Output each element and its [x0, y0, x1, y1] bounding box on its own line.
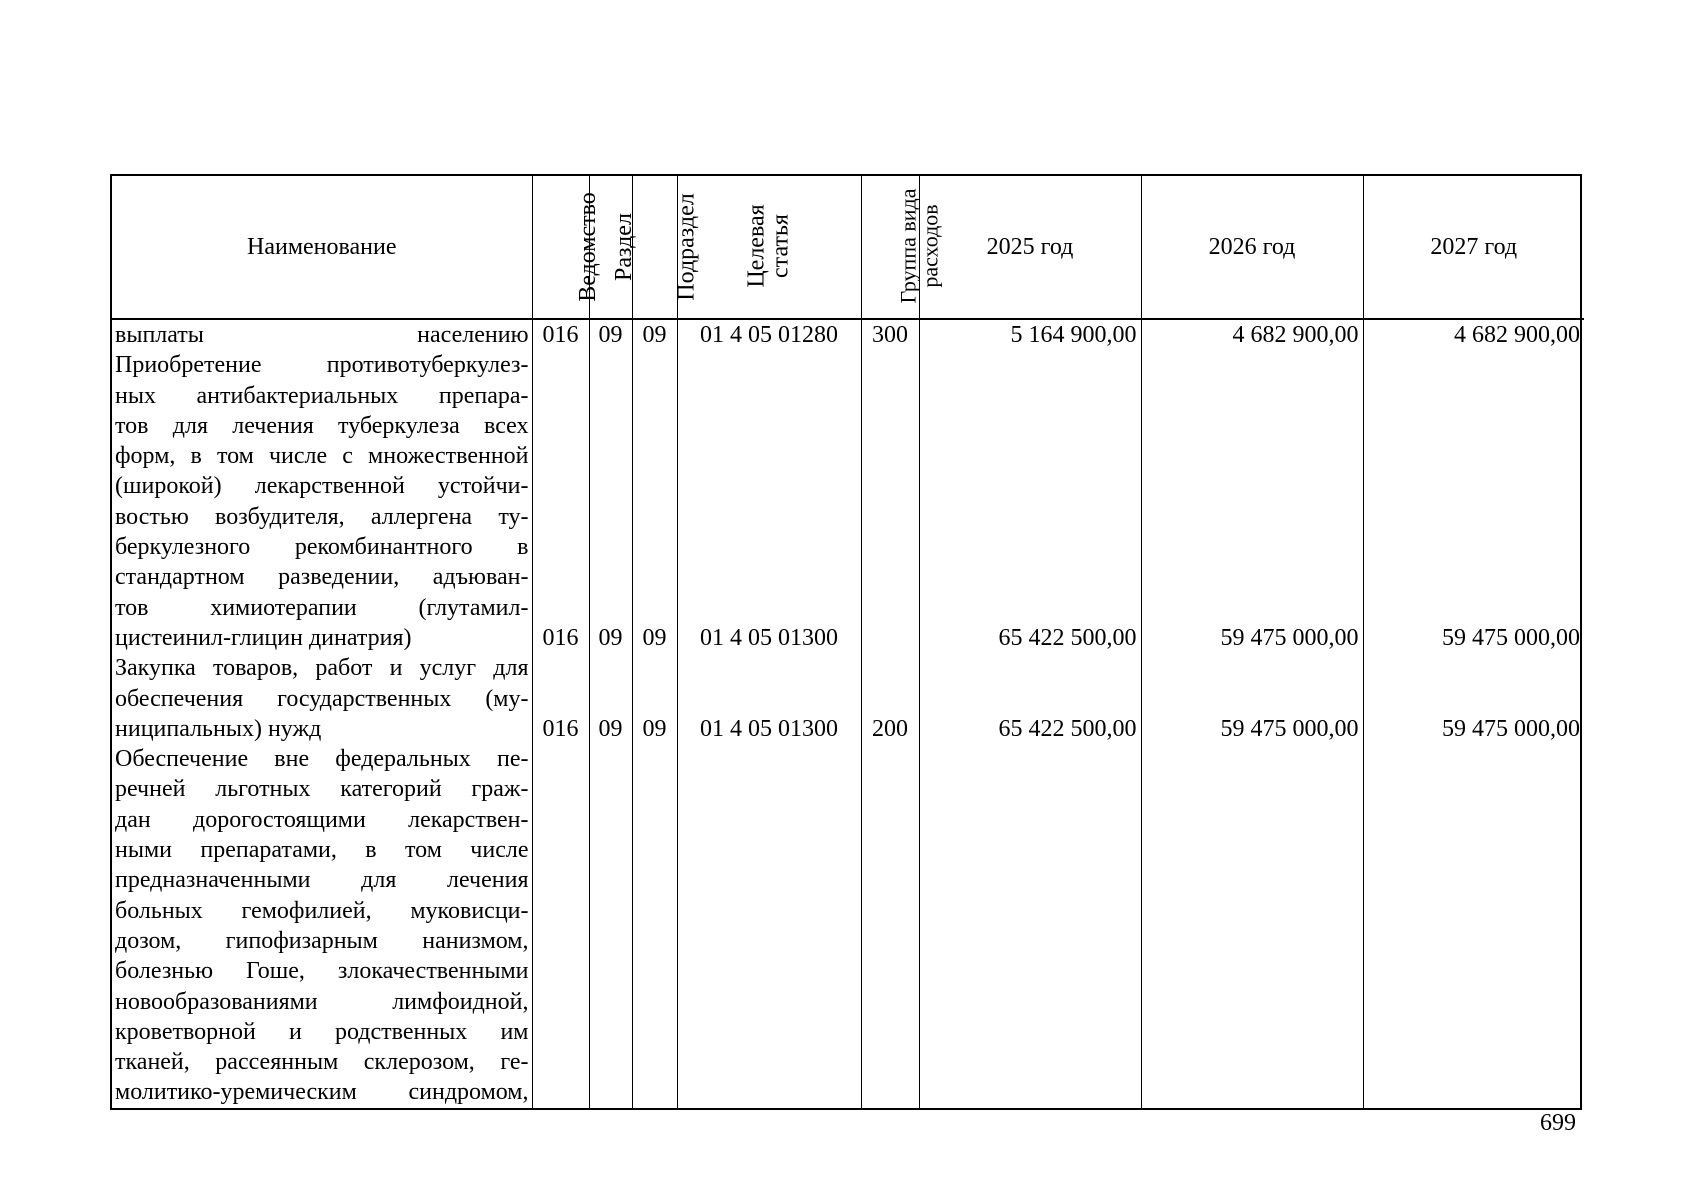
amount-2026-cell: [1141, 865, 1363, 895]
amount-2027-cell: [1363, 865, 1584, 895]
department-cell: 016: [532, 714, 589, 744]
expense-group-cell: [861, 381, 919, 411]
section-cell: [589, 1017, 632, 1047]
section-cell: [589, 441, 632, 471]
name-cell: больных гемофилией, муковисци-: [115, 897, 529, 924]
amount-2026-cell: [1141, 441, 1363, 471]
name-cell: ниципальных) нужд: [115, 715, 322, 742]
expense-group-cell: [861, 562, 919, 592]
amount-2025-cell: [919, 1017, 1141, 1047]
name-cell: тов химиотерапии (глутамил-: [115, 594, 529, 621]
department-cell: [532, 593, 589, 623]
target-item-cell: [677, 350, 861, 380]
amount-2026-cell: [1141, 411, 1363, 441]
subsection-cell: [632, 1077, 677, 1107]
section-cell: [589, 532, 632, 562]
table-row: [112, 865, 1584, 895]
header-expense-group: Группа вида расходов: [861, 176, 919, 319]
subsection-cell: [632, 381, 677, 411]
subsection-cell: [632, 1047, 677, 1077]
amount-2025-cell: [919, 502, 1141, 532]
amount-2026-cell: [1141, 381, 1363, 411]
department-cell: [532, 350, 589, 380]
department-cell: [532, 1017, 589, 1047]
amount-2026-cell: [1141, 896, 1363, 926]
subsection-cell: [632, 896, 677, 926]
header-subsection: Подраздел: [632, 176, 677, 319]
amount-2027-cell: [1363, 653, 1584, 683]
section-cell: [589, 593, 632, 623]
amount-2027-cell: 59 475 000,00: [1363, 714, 1584, 744]
name-cell: Обеспечение вне федеральных пе-: [115, 746, 529, 773]
target-item-cell: [677, 1017, 861, 1047]
amount-2026-cell: [1141, 956, 1363, 986]
expense-group-cell: [861, 502, 919, 532]
expense-group-cell: [861, 532, 919, 562]
header-row: [112, 176, 1584, 319]
amount-2026-cell: [1141, 1017, 1363, 1047]
table-row: [112, 835, 1584, 865]
amount-2027-cell: [1363, 835, 1584, 865]
header-year-2027: 2027 год: [1363, 176, 1584, 319]
name-cell: кроветворной и родственных им: [115, 1018, 529, 1045]
amount-2027-cell: [1363, 471, 1584, 501]
target-item-cell: [677, 502, 861, 532]
name-cell: ных антибактериальных препара-: [115, 382, 529, 409]
header-target-item: Целевая статья: [677, 176, 861, 319]
expense-group-cell: [861, 956, 919, 986]
department-cell: [532, 381, 589, 411]
amount-2025-cell: [919, 684, 1141, 714]
table-row: [112, 926, 1584, 956]
amount-2025-cell: [919, 956, 1141, 986]
table-row: [112, 319, 1584, 350]
amount-2026-cell: [1141, 502, 1363, 532]
expense-group-cell: [861, 623, 919, 653]
department-cell: [532, 653, 589, 683]
table-row: [112, 1047, 1584, 1077]
amount-2027-cell: [1363, 774, 1584, 804]
amount-2027-cell: [1363, 1077, 1584, 1107]
target-item-cell: [677, 684, 861, 714]
department-cell: 016: [532, 319, 589, 350]
amount-2026-cell: [1141, 835, 1363, 865]
expense-group-cell: 200: [861, 714, 919, 744]
expense-group-cell: [861, 1077, 919, 1107]
amount-2027-cell: [1363, 1047, 1584, 1077]
amount-2027-cell: [1363, 987, 1584, 1017]
name-cell: Приобретение противотуберкулез-: [115, 352, 529, 379]
expense-group-cell: [861, 987, 919, 1017]
name-cell: тканей, рассеянным склерозом, ге-: [115, 1049, 529, 1076]
amount-2025-cell: 65 422 500,00: [919, 714, 1141, 744]
subsection-cell: 09: [632, 714, 677, 744]
name-cell: новообразованиями лимфоидной,: [115, 988, 529, 1015]
amount-2026-cell: [1141, 684, 1363, 714]
subsection-cell: [632, 744, 677, 774]
department-cell: [532, 411, 589, 441]
department-cell: [532, 805, 589, 835]
department-cell: [532, 956, 589, 986]
table-row: [112, 684, 1584, 714]
expense-group-cell: [861, 774, 919, 804]
section-cell: 09: [589, 623, 632, 653]
target-item-cell: [677, 532, 861, 562]
target-item-cell: [677, 896, 861, 926]
amount-2026-cell: [1141, 350, 1363, 380]
amount-2025-cell: [919, 411, 1141, 441]
table-row: [112, 350, 1584, 380]
amount-2026-cell: [1141, 1077, 1363, 1107]
department-cell: [532, 987, 589, 1017]
section-cell: [589, 562, 632, 592]
expense-group-cell: [861, 684, 919, 714]
amount-2025-cell: [919, 441, 1141, 471]
header-year-2026: 2026 год: [1141, 176, 1363, 319]
target-item-cell: [677, 1077, 861, 1107]
amount-2025-cell: [919, 653, 1141, 683]
table-row: [112, 623, 1584, 653]
subsection-cell: [632, 926, 677, 956]
department-cell: [532, 865, 589, 895]
department-cell: [532, 502, 589, 532]
table-row: [112, 1017, 1584, 1047]
expense-group-cell: [861, 441, 919, 471]
subsection-cell: [632, 411, 677, 441]
expense-group-cell: [861, 835, 919, 865]
amount-2026-cell: [1141, 744, 1363, 774]
amount-2027-cell: [1363, 411, 1584, 441]
budget-table-container: [110, 174, 1582, 1110]
amount-2025-cell: [919, 926, 1141, 956]
header-name: Наименование: [112, 176, 532, 319]
target-item-cell: [677, 1047, 861, 1077]
name-cell: востью возбудителя, аллергена ту-: [115, 503, 529, 530]
name-cell: обеспечения государственных (му-: [115, 685, 529, 712]
header-section: Раздел: [589, 176, 632, 319]
budget-table: [112, 176, 1584, 1108]
section-cell: [589, 744, 632, 774]
amount-2027-cell: [1363, 381, 1584, 411]
subsection-cell: [632, 562, 677, 592]
section-cell: [589, 350, 632, 380]
amount-2026-cell: [1141, 562, 1363, 592]
target-item-cell: [677, 593, 861, 623]
subsection-cell: [632, 865, 677, 895]
name-cell: дозом, гипофизарным нанизмом,: [115, 927, 529, 954]
section-cell: 09: [589, 319, 632, 350]
name-cell: предназначенными для лечения: [115, 867, 529, 894]
amount-2027-cell: [1363, 744, 1584, 774]
amount-2027-cell: [1363, 350, 1584, 380]
table-row: [112, 593, 1584, 623]
subsection-cell: [632, 684, 677, 714]
amount-2026-cell: [1141, 774, 1363, 804]
expense-group-cell: [861, 350, 919, 380]
name-cell: дан дорогостоящими лекарствен-: [115, 806, 529, 833]
table-row: [112, 441, 1584, 471]
expense-group-cell: [861, 865, 919, 895]
name-cell: выплаты населению: [115, 322, 529, 348]
section-cell: [589, 1077, 632, 1107]
department-cell: [532, 744, 589, 774]
section-cell: [589, 502, 632, 532]
subsection-cell: [632, 471, 677, 501]
table-row: [112, 411, 1584, 441]
table-row: [112, 987, 1584, 1017]
target-item-cell: [677, 562, 861, 592]
subsection-cell: [632, 835, 677, 865]
table-body: [112, 319, 1584, 1108]
header-department: Ведомство: [532, 176, 589, 319]
amount-2025-cell: [919, 1077, 1141, 1107]
subsection-cell: 09: [632, 319, 677, 350]
page-number: 699: [1540, 1110, 1576, 1136]
target-item-cell: [677, 653, 861, 683]
subsection-cell: [632, 350, 677, 380]
table-row: [112, 714, 1584, 744]
amount-2026-cell: 4 682 900,00: [1141, 319, 1363, 350]
subsection-cell: [632, 653, 677, 683]
department-cell: [532, 441, 589, 471]
table-row: [112, 502, 1584, 532]
target-item-cell: [677, 774, 861, 804]
amount-2026-cell: [1141, 593, 1363, 623]
amount-2025-cell: [919, 471, 1141, 501]
section-cell: [589, 653, 632, 683]
section-cell: [589, 956, 632, 986]
amount-2026-cell: [1141, 1047, 1363, 1077]
amount-2026-cell: [1141, 805, 1363, 835]
expense-group-cell: [861, 1047, 919, 1077]
section-cell: [589, 805, 632, 835]
department-cell: [532, 471, 589, 501]
table-row: [112, 805, 1584, 835]
amount-2025-cell: [919, 381, 1141, 411]
name-cell: речней льготных категорий граж-: [115, 776, 529, 803]
amount-2025-cell: [919, 532, 1141, 562]
table-row: [112, 956, 1584, 986]
section-cell: 09: [589, 714, 632, 744]
section-cell: [589, 411, 632, 441]
target-item-cell: [677, 926, 861, 956]
amount-2025-cell: 5 164 900,00: [919, 319, 1141, 350]
amount-2025-cell: 65 422 500,00: [919, 623, 1141, 653]
amount-2025-cell: [919, 987, 1141, 1017]
name-cell: цистеинил-глицин динатрия): [115, 624, 412, 651]
department-cell: [532, 684, 589, 714]
target-item-cell: [677, 865, 861, 895]
amount-2027-cell: 59 475 000,00: [1363, 623, 1584, 653]
amount-2026-cell: [1141, 653, 1363, 683]
department-cell: [532, 835, 589, 865]
target-item-cell: 01 4 05 01300: [677, 714, 861, 744]
department-cell: [532, 896, 589, 926]
department-cell: [532, 1047, 589, 1077]
table-row: [112, 774, 1584, 804]
name-cell: (широкой) лекарственной устойчи-: [115, 473, 529, 500]
amount-2027-cell: [1363, 684, 1584, 714]
name-cell: Закупка товаров, работ и услуг для: [115, 655, 529, 682]
name-cell: беркулезного рекомбинантного в: [115, 534, 529, 561]
expense-group-cell: [861, 471, 919, 501]
target-item-cell: [677, 381, 861, 411]
target-item-cell: [677, 411, 861, 441]
subsection-cell: [632, 593, 677, 623]
amount-2026-cell: 59 475 000,00: [1141, 623, 1363, 653]
table-row: [112, 471, 1584, 501]
amount-2025-cell: [919, 835, 1141, 865]
amount-2025-cell: [919, 562, 1141, 592]
header-year-2025: 2025 год: [919, 176, 1141, 319]
amount-2027-cell: 4 682 900,00: [1363, 319, 1584, 350]
name-cell: ными препаратами, в том числе: [115, 837, 529, 864]
department-cell: [532, 774, 589, 804]
amount-2025-cell: [919, 896, 1141, 926]
department-cell: 016: [532, 623, 589, 653]
table-row: [112, 653, 1584, 683]
table-row: [112, 896, 1584, 926]
target-item-cell: [677, 744, 861, 774]
amount-2026-cell: [1141, 926, 1363, 956]
target-item-cell: [677, 471, 861, 501]
section-cell: [589, 896, 632, 926]
department-cell: [532, 1077, 589, 1107]
expense-group-cell: [861, 805, 919, 835]
amount-2027-cell: [1363, 1017, 1584, 1047]
amount-2027-cell: [1363, 441, 1584, 471]
section-cell: [589, 926, 632, 956]
section-cell: [589, 835, 632, 865]
subsection-cell: [632, 987, 677, 1017]
target-item-cell: [677, 835, 861, 865]
department-cell: [532, 562, 589, 592]
amount-2025-cell: [919, 805, 1141, 835]
amount-2027-cell: [1363, 593, 1584, 623]
amount-2026-cell: 59 475 000,00: [1141, 714, 1363, 744]
amount-2025-cell: [919, 774, 1141, 804]
section-cell: [589, 865, 632, 895]
subsection-cell: [632, 956, 677, 986]
amount-2026-cell: [1141, 987, 1363, 1017]
target-item-cell: [677, 956, 861, 986]
subsection-cell: [632, 1017, 677, 1047]
amount-2025-cell: [919, 744, 1141, 774]
amount-2026-cell: [1141, 532, 1363, 562]
amount-2027-cell: [1363, 562, 1584, 592]
amount-2027-cell: [1363, 805, 1584, 835]
table-row: [112, 532, 1584, 562]
section-cell: [589, 471, 632, 501]
target-item-cell: [677, 805, 861, 835]
section-cell: [589, 381, 632, 411]
table-row: [112, 381, 1584, 411]
amount-2025-cell: [919, 865, 1141, 895]
name-cell: болезнью Гоше, злокачественными: [115, 958, 529, 985]
subsection-cell: [632, 502, 677, 532]
expense-group-cell: [861, 1017, 919, 1047]
target-item-cell: 01 4 05 01280: [677, 319, 861, 350]
amount-2026-cell: [1141, 471, 1363, 501]
expense-group-cell: [861, 744, 919, 774]
name-cell: молитико-уремическим синдромом,: [115, 1079, 529, 1106]
subsection-cell: [632, 774, 677, 804]
table-row: [112, 1077, 1584, 1107]
amount-2025-cell: [919, 350, 1141, 380]
table-row: [112, 562, 1584, 592]
subsection-cell: [632, 532, 677, 562]
expense-group-cell: [861, 926, 919, 956]
target-item-cell: [677, 441, 861, 471]
subsection-cell: [632, 441, 677, 471]
table-row: [112, 744, 1584, 774]
department-cell: [532, 926, 589, 956]
name-cell: стандартном разведении, адъюван-: [115, 564, 529, 591]
name-cell: форм, в том числе с множественной: [115, 443, 529, 470]
target-item-cell: 01 4 05 01300: [677, 623, 861, 653]
amount-2027-cell: [1363, 926, 1584, 956]
expense-group-cell: [861, 896, 919, 926]
amount-2027-cell: [1363, 532, 1584, 562]
expense-group-cell: 300: [861, 319, 919, 350]
amount-2025-cell: [919, 593, 1141, 623]
target-item-cell: [677, 987, 861, 1017]
department-cell: [532, 532, 589, 562]
expense-group-cell: [861, 411, 919, 441]
amount-2027-cell: [1363, 502, 1584, 532]
section-cell: [589, 987, 632, 1017]
subsection-cell: [632, 805, 677, 835]
section-cell: [589, 774, 632, 804]
subsection-cell: 09: [632, 623, 677, 653]
name-cell: тов для лечения туберкулеза всех: [115, 412, 529, 439]
amount-2027-cell: [1363, 896, 1584, 926]
amount-2027-cell: [1363, 956, 1584, 986]
section-cell: [589, 684, 632, 714]
amount-2025-cell: [919, 1047, 1141, 1077]
section-cell: [589, 1047, 632, 1077]
expense-group-cell: [861, 653, 919, 683]
expense-group-cell: [861, 593, 919, 623]
